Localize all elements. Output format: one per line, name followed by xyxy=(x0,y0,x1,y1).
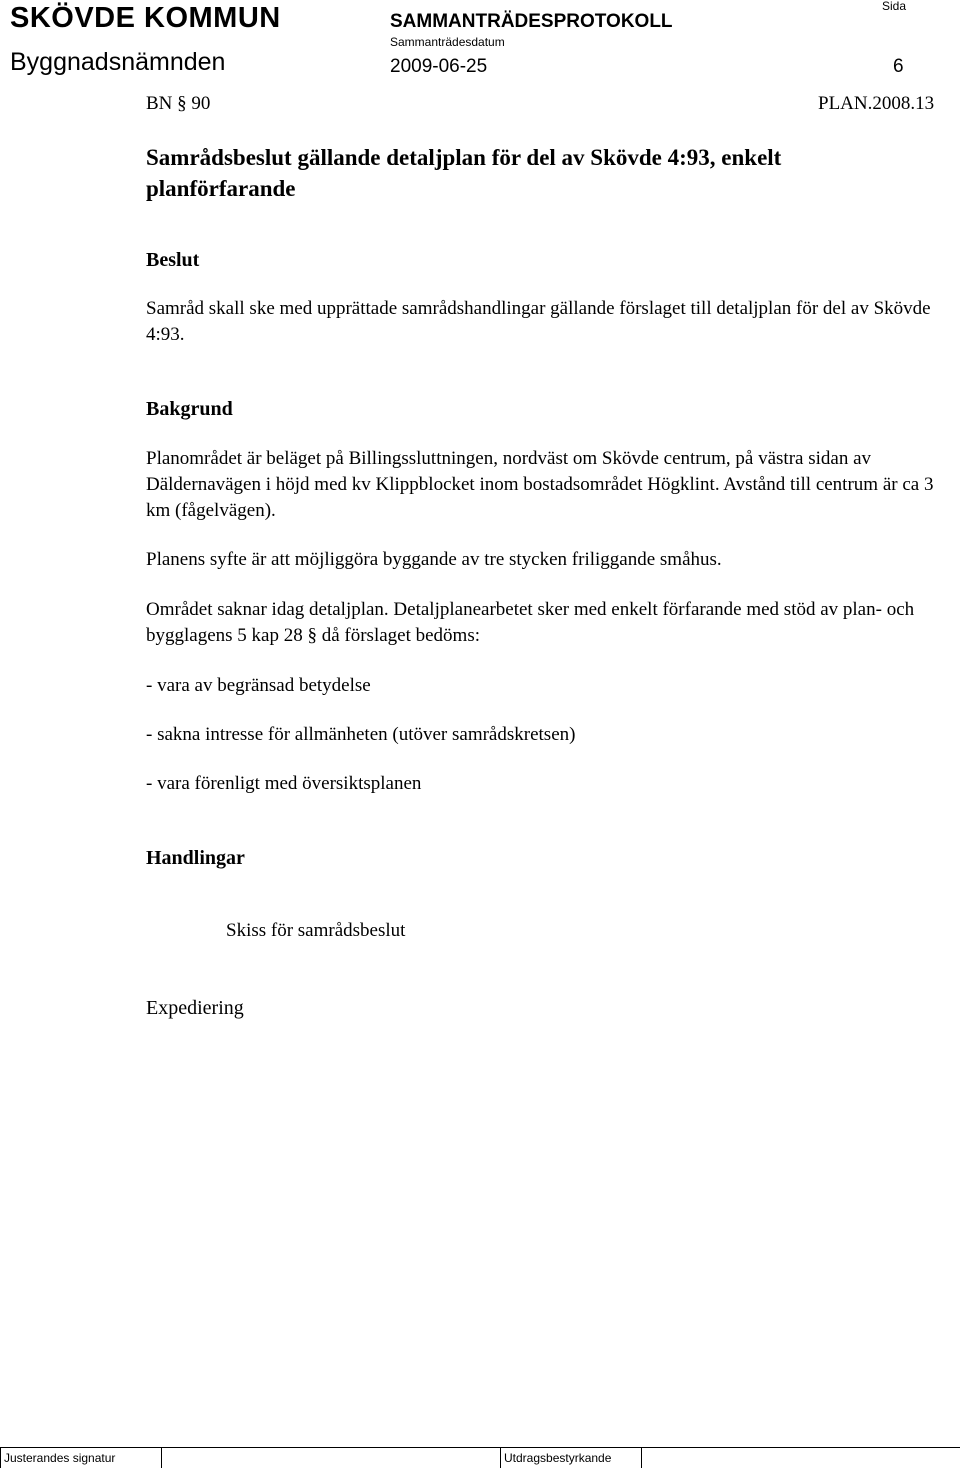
beslut-heading: Beslut xyxy=(146,249,200,271)
page-label: Sida xyxy=(882,0,907,13)
organization-logo: SKÖVDE KOMMUN xyxy=(10,2,281,34)
bakgrund-heading: Bakgrund xyxy=(146,398,233,420)
meeting-date: 2009-06-25 xyxy=(390,56,488,77)
beslut-text: Samråd skall ske med upprättade samrådshandlingar gällande förslaget till detaljplan för del av Skövde 4:93. xyxy=(146,298,931,345)
document-type: SAMMANTRÄDESPROTOKOLL xyxy=(390,11,673,32)
date-label: Sammanträdesdatum xyxy=(390,35,505,49)
bakgrund-paragraph-3: Området saknar idag detaljplan. Detaljplanearbetet sker med enkelt förfarande med stöd av plan- och bygglagens 5 kap 28 § då förslaget bedöms: xyxy=(146,599,915,646)
bakgrund-paragraph-1: Planområdet är beläget på Billingssluttningen, nordväst om Skövde centrum, på västra sidan av Däldernavägen i höjd med kv Klippblocket inom bostadsområdet Högklint. Avstånd till centrum är ca 3 km (fågelvägen). xyxy=(146,448,934,521)
bakgrund-paragraph-2: Planens syfte är att möjliggöra byggande av tre stycken friliggande småhus. xyxy=(146,549,722,570)
expediering-heading: Expediering xyxy=(146,997,244,1019)
paragraph-number: BN § 90 xyxy=(146,93,211,114)
signature-label: Justerandes signatur xyxy=(4,1451,116,1465)
list-item: - sakna intresse för allmänheten (utöver samrådskretsen) xyxy=(146,724,576,745)
case-title: Samrådsbeslut gällande detaljplan för del av Skövde 4:93, enkelt planförfarande xyxy=(146,145,782,201)
page-number: 6 xyxy=(893,56,904,77)
list-item: - vara av begränsad betydelse xyxy=(146,675,371,696)
handlingar-item: Skiss för samrådsbeslut xyxy=(226,920,406,941)
list-item: - vara förenligt med översiktsplanen xyxy=(146,773,422,794)
committee-name: Byggnadsnämnden xyxy=(10,48,226,76)
diary-number: PLAN.2008.13 xyxy=(818,93,935,114)
extract-label: Utdragsbestyrkande xyxy=(504,1451,612,1465)
handlingar-heading: Handlingar xyxy=(146,847,245,869)
